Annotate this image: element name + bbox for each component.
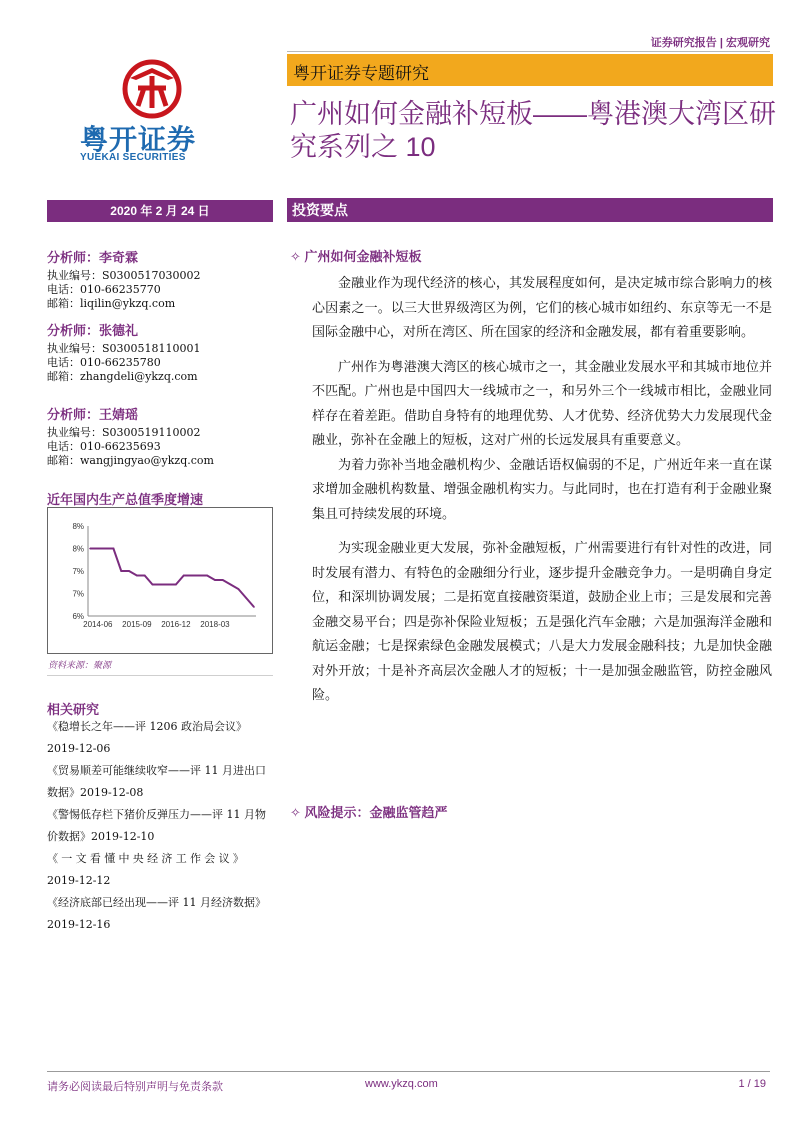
related-title: 相关研究 (47, 702, 100, 717)
analyst-email[interactable]: 邮箱：liqilin@ykzq.com (47, 297, 176, 310)
section-heading: ✧ 广州如何金融补短板 (290, 249, 422, 264)
gdp-data-point (183, 575, 185, 577)
gdp-data-point (136, 575, 138, 577)
analyst-name: 分析师：张德礼 (47, 323, 139, 338)
header-divider (287, 51, 770, 52)
gdp-data-point (152, 584, 154, 586)
gdp-data-point (144, 575, 146, 577)
gdp-data-point (253, 606, 255, 608)
related-item[interactable]: 《贸易顺差可能继续收窄——评 11 月进出口数据》2019-12-08 (47, 764, 266, 799)
report-category: 证券研究报告 | 宏观研究 (650, 37, 770, 49)
section-band (287, 198, 773, 222)
analyst-license: 执业编号：S0300518110001 (47, 342, 201, 355)
gdp-series-line (90, 549, 254, 608)
x-tick-label: 2018-03 (200, 620, 230, 629)
gdp-data-point (230, 584, 232, 586)
page-title: 广州如何金融补短板——粤港澳大湾区研究系列之 10 (290, 99, 776, 162)
y-tick-label: 8% (72, 544, 84, 554)
y-tick-label: 8% (72, 522, 84, 531)
analyst-license: 执业编号：S0300519110002 (47, 426, 201, 439)
analyst-block (47, 404, 273, 468)
y-tick-label: 6% (72, 612, 84, 621)
related-item[interactable]: 《一文看懂中央经济工作会议》 (47, 852, 248, 865)
gdp-data-point (214, 579, 216, 581)
analyst-block (47, 247, 273, 311)
gdp-data-point (128, 570, 130, 572)
gdp-data-point (89, 548, 91, 550)
related-item[interactable]: 《稳增长之年——评 1206 政治局会议》 (47, 720, 247, 733)
logo-name-en: YUEKAI SECURITIES (80, 152, 186, 163)
analyst-phone: 电话：010-66235693 (47, 440, 161, 453)
analyst-phone: 电话：010-66235770 (47, 283, 161, 296)
report-type-band (287, 54, 773, 86)
body-text (312, 272, 772, 709)
related-item: 2019-12-12 (47, 874, 111, 887)
gdp-data-point (120, 570, 122, 572)
gdp-data-point (191, 575, 193, 577)
risk-heading: ✧ 风险提示：金融监管趋严 (290, 805, 448, 820)
body-paragraph: 为着力弥补当地金融机构少、金融话语权偏弱的不足，广州近年来一直在谋求增加金融机构数量、增强金融机构实力。与此同时，也在打造有利于金融业聚集且可持续发展的环境。 (312, 457, 772, 522)
section-label: 投资要点 (292, 202, 348, 218)
chart-source: 资料来源：聚源 (48, 661, 112, 671)
gdp-data-point (105, 548, 107, 550)
analyst-name: 分析师：李奇霖 (47, 250, 139, 265)
x-tick-label: 2016-12 (161, 620, 191, 629)
body-paragraph: 金融业作为现代经济的核心，其发展程度如何，是决定城市综合影响力的核心因素之一。以三大世界级湾区为例，它们的核心城市如纽约、东京等无一不是国际金融中心，对所在湾区、所在国家的经济和金融发展，都有着重要影响。 (312, 276, 772, 340)
gdp-data-point (238, 588, 240, 590)
related-item: 2019-12-06 (47, 742, 111, 755)
page-number: 1 / 19 (738, 1078, 766, 1090)
x-tick-label: 2015-09 (122, 620, 152, 629)
footer-website[interactable]: www.ykzq.com (365, 1078, 438, 1090)
gdp-line-chart (48, 508, 272, 653)
date-band (47, 200, 273, 222)
body-paragraph: 广州作为粤港澳大湾区的核心城市之一，其金融业发展水平和其城市地位并不匹配。广州也是中国四大一线城市之一，和另外三个一线城市相比，金融业同样存在着差距。借助自身特有的地理优势、人才优势、经济优势大力发展现代金融业，弥补在金融上的短板，这对广州的长远发展具有重要意义。 (312, 359, 772, 448)
gdp-data-point (175, 584, 177, 586)
body-paragraph: 为实现金融业更大发展，弥补金融短板，广州需要进行有针对性的改进，同时发展有潜力、有特色的金融细分行业，逐步提升金融竞争力。一是明确自身定位，和深圳协调发展；二是拓宽直接融资渠道，鼓励企业上市；三是发展和完善金融交易平台；四是弥补保险业短板；五是强化汽车金融；六是加强海洋金融和航运金融；七是探索绿色金融发展模式；八是大力发展金融科技；九是加快金融对外开放；十是补齐高层次金融人才的短板；十一是加强金融监管，防控金融风险。 (312, 541, 772, 703)
gdp-data-point (206, 575, 208, 577)
related-list (47, 716, 273, 936)
chart-title: 近年国内生产总值季度增速 (47, 492, 204, 507)
gdp-data-point (222, 579, 224, 581)
analyst-email[interactable]: 邮箱：zhangdeli@ykzq.com (47, 370, 198, 383)
y-tick-label: 7% (72, 567, 84, 576)
gdp-data-point (167, 584, 169, 586)
logo-name-cn: 粤开证券 (80, 124, 197, 155)
gdp-data-point (245, 597, 247, 599)
related-item[interactable]: 《警惕低存栏下猪价反弹压力——评 11 月物价数据》2019-12-10 (47, 808, 266, 843)
analyst-block (47, 320, 273, 384)
gdp-data-point (159, 584, 161, 586)
gdp-data-point (199, 575, 201, 577)
x-tick-label: 2014-06 (83, 620, 113, 629)
analyst-license: 执业编号：S0300517030002 (47, 269, 201, 282)
report-date: 2020 年 2 月 24 日 (110, 204, 210, 218)
y-tick-label: 7% (72, 589, 84, 599)
related-item[interactable]: 《经济底部已经出现——评 11 月经济数据》2019-12-16 (47, 896, 266, 931)
gdp-data-point (97, 548, 99, 550)
gdp-data-point (113, 548, 115, 550)
footer-disclaimer[interactable]: 请务必阅读最后特别声明与免责条款 (47, 1080, 223, 1093)
report-type: 粤开证券专题研究 (293, 64, 429, 83)
analyst-phone: 电话：010-66235780 (47, 356, 161, 369)
analyst-email[interactable]: 邮箱：wangjingyao@ykzq.com (47, 454, 214, 467)
footer-divider (47, 1071, 770, 1072)
analyst-name: 分析师：王婧瑶 (47, 407, 139, 422)
chart-frame (47, 507, 273, 654)
chart-divider (47, 675, 273, 676)
